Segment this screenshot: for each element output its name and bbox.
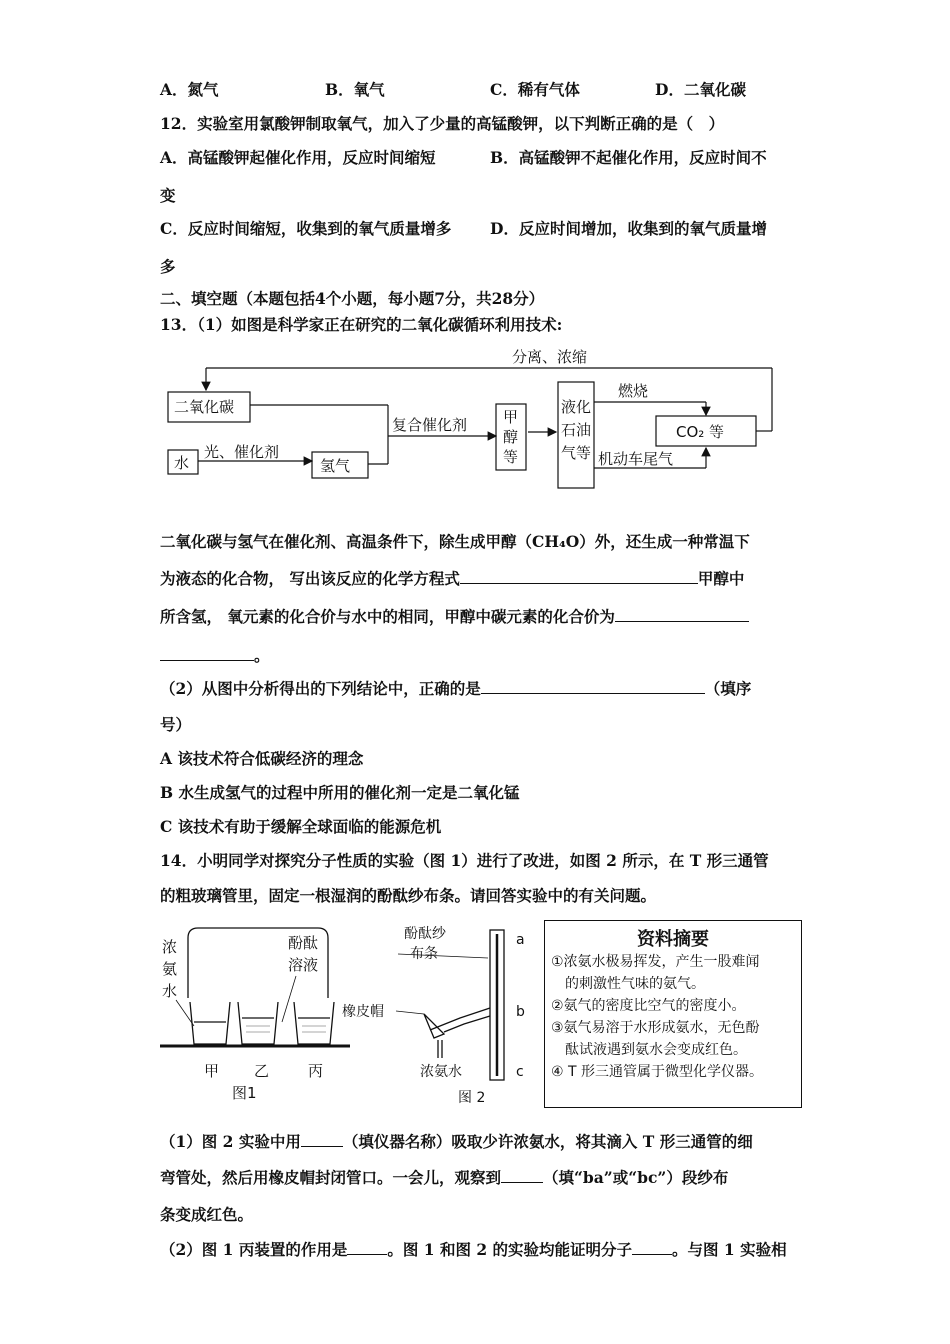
q14-p2-text-a: （2）图 1 丙装置的作用是 (160, 1240, 348, 1259)
beaker-bing (294, 1002, 334, 1044)
resource-summary-box (544, 920, 802, 1108)
diagram-lpg-2: 石油 (561, 421, 592, 439)
diagram-lpg-1: 液化 (561, 398, 592, 416)
q14-p2-text-b: 。图 1 和图 2 的实验均能证明分子 (387, 1240, 633, 1259)
beaker-yi (238, 1002, 278, 1044)
q13-p1-line2 (160, 567, 744, 589)
q13-option-c: C 该技术有助于缓解全球面临的能源危机 (160, 817, 442, 836)
resource-item-3a: ③氨气易溶于水形成氨水，无色酚 (551, 1020, 760, 1036)
diagram-methanol-1: 甲 (503, 408, 519, 426)
diagram-co2-etc-label: CO₂ 等 (676, 423, 725, 441)
q11-option-c: C．稀有气体 (490, 80, 580, 99)
q12-option-b: B．高锰酸钾不起催化作用，反应时间不 (490, 148, 767, 167)
fig1-label-bing: 丙 (308, 1062, 324, 1080)
fig2-mark-c: c (516, 1064, 524, 1080)
diagram-exhaust-label: 机动车尾气 (598, 450, 674, 468)
q13-option-b: B 水生成氢气的过程中所用的催化剂一定是二氧化锰 (160, 783, 520, 802)
q11-option-a: A．氮气 (160, 80, 219, 99)
diagram-light-catalyst-label: 光、催化剂 (204, 443, 280, 461)
q14-p1-line2 (160, 1166, 728, 1188)
diagram-lpg-3: 气等 (561, 444, 592, 462)
figure-1 (160, 918, 350, 1108)
molecule-property-blank[interactable] (632, 1240, 672, 1255)
equation-blank[interactable] (460, 569, 698, 584)
q14-p1-line2-text: 弯管处，然后用橡皮帽封闭管口。一会儿，观察到 (160, 1168, 502, 1187)
q14-p2-text-c: 。与图 1 实验相 (672, 1240, 787, 1259)
fig1-ammonia-3: 水 (162, 982, 178, 1000)
resource-item-1a: ①浓氨水极易挥发，产生一股难闻 (551, 954, 760, 970)
bing-role-blank[interactable] (347, 1240, 387, 1255)
q12-option-a: A．高锰酸钾起催化作用，反应时间缩短 (160, 148, 436, 167)
diagram-burn-label: 燃烧 (618, 382, 649, 400)
q13-p1-line1: 二氧化碳与氢气在催化剂、高温条件下，除生成甲醇（CH₄O）外，还生成一种常温下 (160, 532, 750, 551)
q13-p1-line4-end: 。 (254, 646, 270, 665)
instrument-blank[interactable] (301, 1132, 343, 1147)
fig1-caption: 图1 (232, 1084, 257, 1102)
resource-item-3b: 酞试液遇到氨水会变成红色。 (565, 1042, 747, 1058)
q12-option-c: C．反应时间缩短，收集到的氧气质量增多 (160, 219, 452, 238)
q13-p1-line4 (160, 644, 270, 666)
diagram-methanol-2: 醇 (503, 428, 519, 446)
q14-p2-line1 (160, 1238, 787, 1260)
q13-p1-line3 (160, 605, 749, 627)
q12-option-d: D．反应时间增加，收集到的氧气质量增 (490, 219, 767, 238)
q14-line2: 的粗玻璃管里，固定一根湿润的酚酞纱布条。请回答实验中的有关问题。 (160, 886, 657, 905)
fig2-gauze-2: 布条 (410, 946, 438, 962)
resource-title: 资料摘要 (637, 929, 709, 950)
q14-p1-line1-tail: （填仪器名称）吸取少许浓氨水，将其滴入 T 形三通管的细 (342, 1132, 753, 1151)
fig2-gauze-1: 酚酞纱 (404, 926, 446, 942)
co2-cycle-diagram (160, 340, 800, 500)
q11-option-b: B．氧气 (325, 80, 385, 99)
q11-option-d: D．二氧化碳 (655, 80, 746, 99)
q14-p1-line3: 条变成红色。 (160, 1205, 254, 1224)
q13-option-a: A 该技术符合低碳经济的理念 (160, 749, 364, 768)
q14-p1-line1-text: （1）图 2 实验中用 (160, 1132, 301, 1151)
fig2-rubber-label: 橡皮帽 (342, 1004, 384, 1020)
fig1-label-yi: 乙 (254, 1062, 270, 1080)
figure-2 (340, 918, 540, 1110)
q13-p2-line1 (160, 677, 751, 699)
q14-p1-line1 (160, 1130, 753, 1152)
q13-p1-line2-tail: 甲醇中 (697, 569, 745, 588)
fig1-ammonia-1: 浓 (162, 938, 178, 956)
q13-p1-line2-text: 为液态的化合物， 写出该反应的化学方程式 (160, 569, 460, 588)
fig2-ammonia-label: 浓氨水 (420, 1064, 462, 1080)
fig2-caption: 图 2 (458, 1090, 486, 1106)
resource-item-1b: 的刺激性气味的氨气。 (565, 976, 705, 992)
beaker-jia (190, 1002, 230, 1044)
resource-item-2: ②氨气的密度比空气的密度小。 (551, 998, 746, 1014)
q14-line1: 14．小明同学对探究分子性质的实验（图 1）进行了改进，如图 2 所示，在 T 形三通管 (160, 851, 769, 870)
carbon-valence-blank-cont[interactable] (160, 646, 254, 661)
fig1-phenol-1: 酚酞 (288, 934, 319, 952)
q13-p1-line3-text: 所含氢， 氧元素的化合价与水中的相同，甲醇中碳元素的化合价为 (160, 607, 615, 626)
diagram-methanol-3: 等 (503, 448, 519, 466)
q12-option-d-cont: 多 (160, 257, 176, 276)
segment-blank[interactable] (501, 1168, 543, 1183)
fig1-ammonia-2: 氨 (162, 960, 178, 978)
resource-item-4: ④ T 形三通管属于微型化学仪器。 (551, 1064, 764, 1080)
q13-p2-line1-text: （2）从图中分析得出的下列结论中，正确的是 (160, 679, 481, 698)
carbon-valence-blank[interactable] (615, 607, 749, 622)
section-heading: 二、填空题（本题包括4个小题，每小题7分，共28分） (160, 289, 545, 308)
fig1-label-jia: 甲 (204, 1062, 220, 1080)
diagram-separate-label: 分离、浓缩 (512, 348, 588, 366)
q13-stem: 13．（1）如图是科学家正在研究的二氧化碳循环利用技术: (160, 315, 563, 334)
diagram-hydrogen-label: 氢气 (320, 457, 351, 475)
diagram-composite-catalyst-label: 复合催化剂 (392, 416, 468, 434)
fig1-phenol-2: 溶液 (288, 956, 319, 974)
q13-p2-line2: 号） (160, 715, 192, 734)
fig2-mark-a: a (516, 932, 525, 948)
diagram-co2-label: 二氧化碳 (174, 398, 235, 416)
q12-stem: 12．实验室用氯酸钾制取氧气，加入了少量的高锰酸钾，以下判断正确的是（ ） (160, 114, 725, 133)
diagram-water-label: 水 (174, 454, 190, 472)
fig2-mark-b: b (516, 1004, 525, 1020)
conclusion-blank[interactable] (481, 679, 705, 694)
q13-p2-line1-tail: （填序 (704, 679, 752, 698)
q14-p1-line2-tail: （填“ba”或“bc”）段纱布 (543, 1168, 729, 1187)
q12-option-b-cont: 变 (160, 186, 176, 205)
